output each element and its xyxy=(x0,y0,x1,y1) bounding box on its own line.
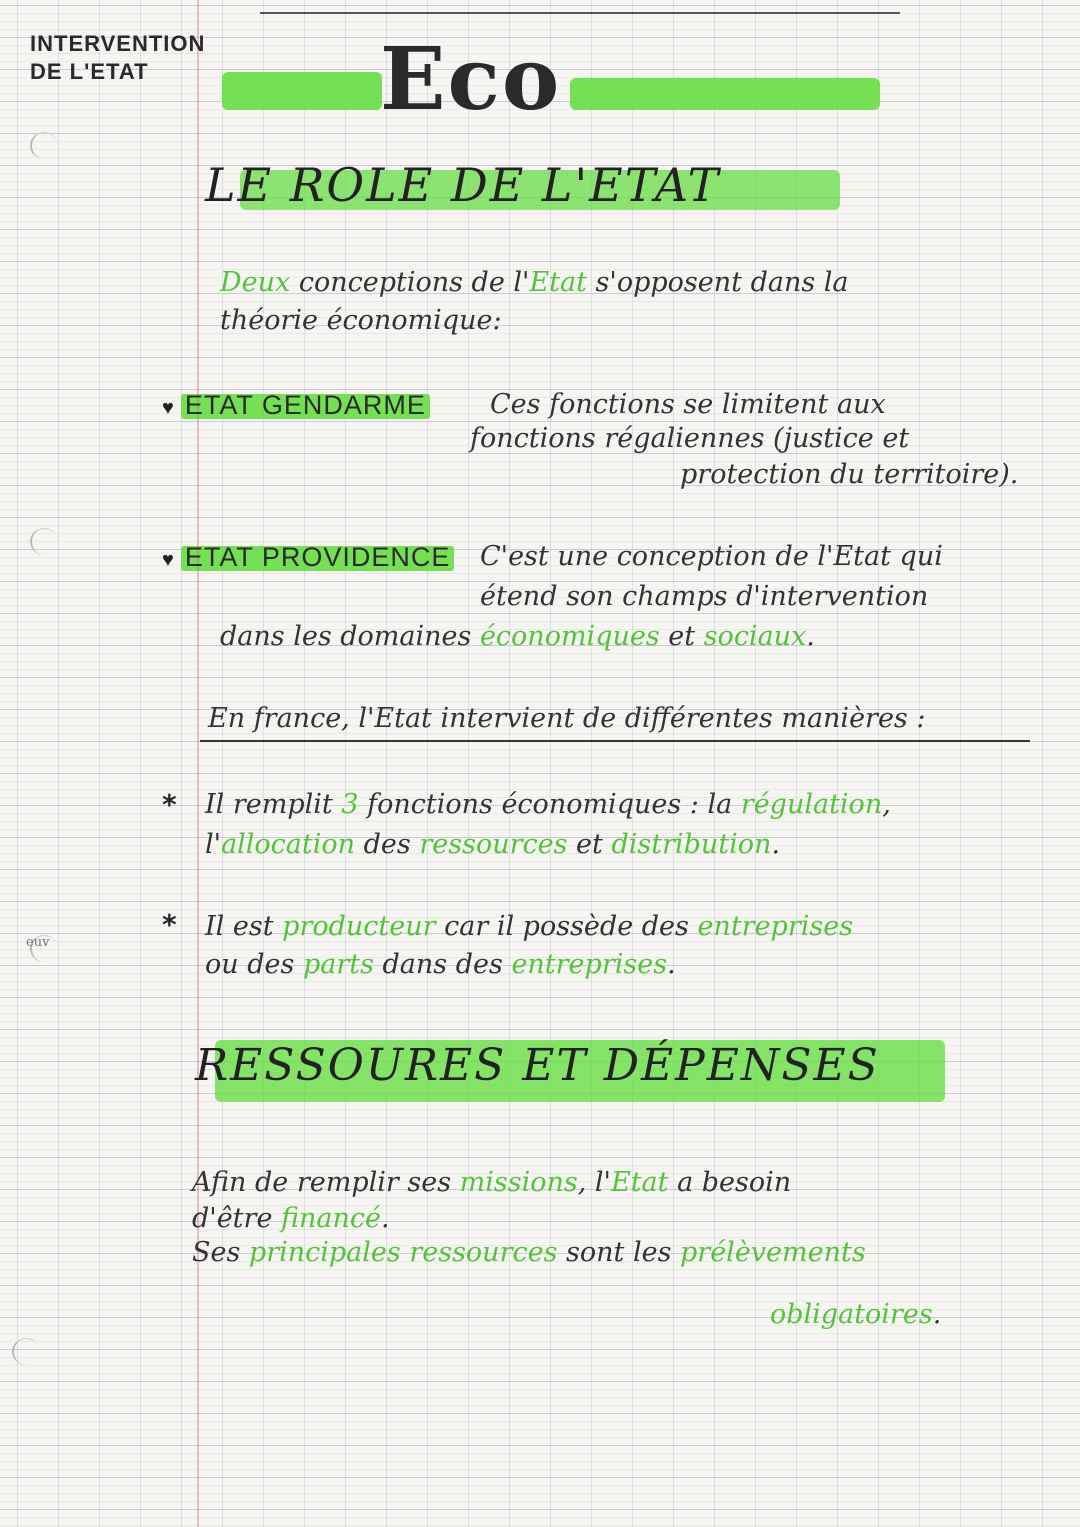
point2-text: dans des xyxy=(373,949,512,980)
margin-note: euv xyxy=(26,935,50,950)
providence-label-text: ETAT PROVIDENCE xyxy=(184,542,451,572)
resources-text: Afin de remplir ses xyxy=(192,1167,460,1198)
keyword-parts: parts xyxy=(302,949,374,980)
resources-text: sont les xyxy=(557,1237,681,1268)
gendarme-line-2: fonctions régaliennes (justice et xyxy=(470,423,910,454)
point2-text: car il possède des xyxy=(435,911,698,942)
point1-text: fonctions économiques : la xyxy=(358,789,741,820)
keyword-distribution: distribution xyxy=(611,829,772,860)
keyword-finance: financé xyxy=(281,1203,381,1234)
keyword-regulation: régulation xyxy=(740,789,883,820)
intro-line-1 xyxy=(220,268,849,298)
title-highlight-left xyxy=(222,72,382,110)
point2-text: Il est xyxy=(205,911,283,942)
intro-line-2: théorie économique: xyxy=(220,305,502,336)
point2-line-2 xyxy=(205,950,676,980)
point1-line-2 xyxy=(205,830,780,860)
header-line-2: DE L'ETAT xyxy=(30,59,149,84)
binder-hole xyxy=(12,1338,40,1365)
keyword-prelevements: prélèvements xyxy=(680,1237,866,1268)
providence-line-3 xyxy=(220,622,815,652)
intro-word: Deux xyxy=(220,267,291,298)
star-bullet-icon: * xyxy=(162,788,177,821)
point2-text: ou des xyxy=(205,949,303,980)
keyword-allocation: allocation xyxy=(221,829,356,860)
point1-number: 3 xyxy=(341,789,359,820)
point2-line-1 xyxy=(205,912,853,942)
keyword-principales-ressources: principales ressources xyxy=(248,1237,558,1268)
france-intro: En france, l'Etat intervient de différentes manières : xyxy=(208,703,926,734)
providence-text: et xyxy=(659,621,704,652)
title-highlight-right xyxy=(570,78,880,110)
intro-text: conceptions de l' xyxy=(290,267,530,298)
france-intro-underline xyxy=(200,740,1030,742)
section1-title: LE ROLE DE L'ETAT xyxy=(205,158,721,212)
resources-line-4 xyxy=(770,1300,941,1330)
point1-text: et xyxy=(567,829,612,860)
resources-line-1 xyxy=(192,1168,791,1198)
gendarme-line-1: Ces fonctions se limitent aux xyxy=(490,389,886,420)
point1-text: des xyxy=(355,829,420,860)
point1-text: Il remplit xyxy=(205,789,342,820)
keyword-entreprises: entreprises xyxy=(697,911,854,942)
page-top-edge xyxy=(260,0,900,14)
star-bullet-icon: * xyxy=(162,908,177,941)
resources-text: d'être xyxy=(192,1203,282,1234)
point1-text: l' xyxy=(205,829,222,860)
keyword-ressources: ressources xyxy=(419,829,568,860)
heart-bullet-icon: ♥ xyxy=(162,397,175,419)
gendarme-label-text: ETAT GENDARME xyxy=(184,390,426,420)
resources-text: . xyxy=(932,1299,942,1330)
header-line-1: INTERVENTION xyxy=(30,31,206,56)
keyword-etat: Etat xyxy=(610,1167,669,1198)
resources-line-3 xyxy=(192,1238,866,1268)
page-title: Eco xyxy=(380,29,562,130)
resources-line-2 xyxy=(192,1204,390,1234)
point1-text: . xyxy=(771,829,781,860)
resources-text: a besoin xyxy=(668,1167,792,1198)
point1-text: , xyxy=(882,789,891,820)
binder-hole xyxy=(30,132,58,159)
intro-text: s'opposent dans la xyxy=(586,267,849,298)
resources-text: , l' xyxy=(577,1167,611,1198)
margin-line xyxy=(197,0,199,1527)
intro-word: Etat xyxy=(529,267,587,298)
keyword-sociaux: sociaux xyxy=(703,621,807,652)
keyword-missions: missions xyxy=(459,1167,578,1198)
page-header xyxy=(30,30,205,86)
resources-text: . xyxy=(381,1203,390,1234)
providence-line-2: étend son champs d'intervention xyxy=(480,581,929,612)
section2-title: RESSOURES ET DÉPENSES xyxy=(195,1040,880,1091)
providence-text: dans les domaines xyxy=(220,621,480,652)
point2-text: . xyxy=(667,949,676,980)
keyword-entreprises: entreprises xyxy=(511,949,668,980)
gendarme-label xyxy=(162,390,426,421)
providence-text: . xyxy=(806,621,815,652)
point1-line-1 xyxy=(205,790,891,820)
keyword-obligatoires: obligatoires xyxy=(770,1299,933,1330)
resources-text: Ses xyxy=(192,1237,249,1268)
keyword-economiques: économiques xyxy=(479,621,660,652)
providence-label xyxy=(162,542,450,573)
providence-line-1: C'est une conception de l'Etat qui xyxy=(480,541,943,572)
gendarme-line-3: protection du territoire). xyxy=(680,459,1019,490)
binder-hole xyxy=(30,528,58,555)
heart-bullet-icon: ♥ xyxy=(162,549,175,571)
keyword-producteur: producteur xyxy=(282,911,436,942)
